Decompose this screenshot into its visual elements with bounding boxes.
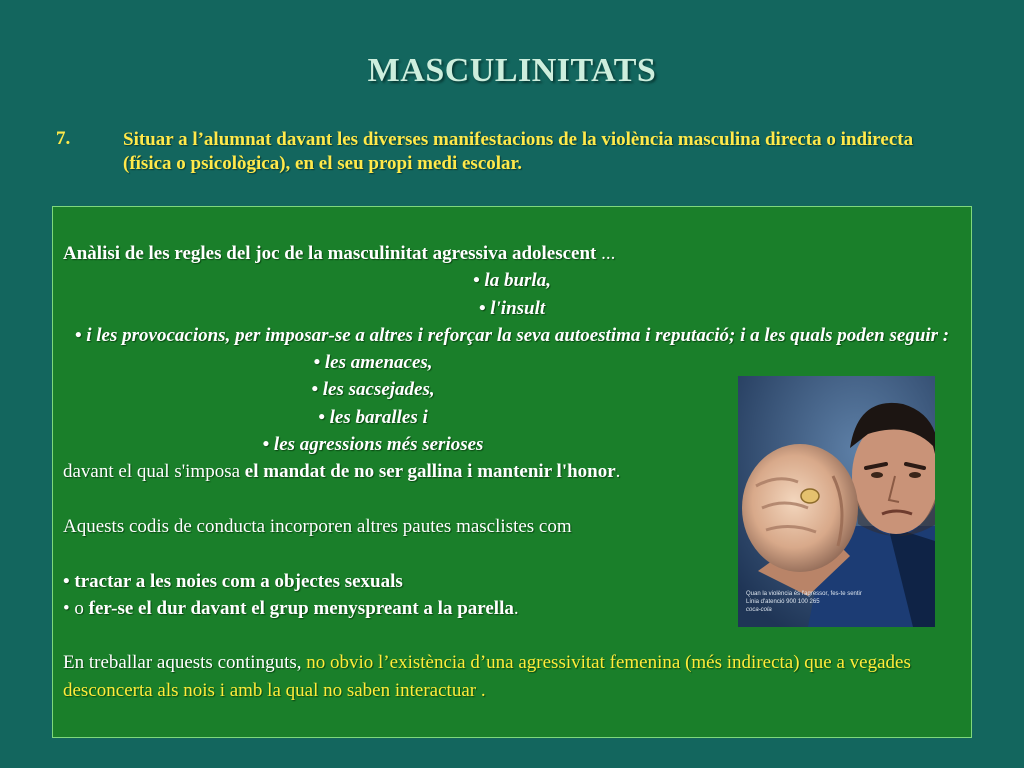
final-prefix: En treballar aquests continguts,: [63, 652, 307, 674]
final-paragraph: [63, 649, 961, 704]
bullet-agressions: • les agressions més serioses: [262, 434, 484, 456]
bullet-insult: • l'insult: [478, 297, 546, 319]
mandate-bold: el mandat de no ser gallina i mantenir l'honor: [244, 461, 616, 483]
final-highlight: no obvio l’existència d’una agressivitat femenina (més indirecta) que a vegades desconcerta als nois i amb la qual no saben interactuar .: [63, 652, 911, 701]
photo-caption-line2: Línia d'atenció 900 100 265: [746, 599, 820, 605]
pattern-dur-bold: fer-se el dur davant el grup menyspreant a la parella: [88, 597, 514, 619]
photo-caption: [746, 590, 930, 614]
mandate-end: .: [615, 461, 621, 483]
bullet-burla: • la burla,: [473, 270, 551, 292]
page-title: MASCULINITATS: [367, 52, 657, 89]
pattern-dur-end: .: [513, 597, 519, 619]
objective-text: Situar a l’alumnat davant les diverses manifestacions de la violència masculina directa o indirecta (física o psicològica), en el seu propi medi escolar.: [123, 129, 914, 174]
analysis-heading-suffix: ...: [596, 243, 616, 264]
campaign-photo: [738, 376, 935, 627]
pattern-dur-prefix: • o: [63, 597, 89, 619]
analysis-heading: [63, 240, 961, 267]
content-box: [52, 206, 972, 738]
mandate-prefix: davant el qual s'imposa: [63, 461, 245, 483]
codes-intro: Aquests codis de conducta incorporen altres pautes masclistes com: [63, 515, 572, 537]
bullet-baralles: • les baralles i: [318, 406, 428, 428]
bullet-amenaces: • les amenaces,: [313, 352, 433, 374]
pattern-objectes-sexuals: • tractar a les noies com a objectes sexuals: [63, 570, 403, 592]
analysis-heading-text: Anàlisi de les regles del joc de la masculinitat agressiva adolescent: [63, 243, 597, 264]
bullet-sacsejades: • les sacsejades,: [311, 379, 435, 401]
objective-number: 7.: [56, 128, 71, 149]
bullet-provocacions: • i les provocacions, per imposar-se a altres i reforçar la seva autoestima i reputació; i a les quals poden seguir :: [74, 324, 950, 346]
brand-logo: coca-cola: [746, 607, 772, 613]
photo-caption-line1: Quan la violència és l'agressor, fes-te sentir: [746, 591, 862, 597]
